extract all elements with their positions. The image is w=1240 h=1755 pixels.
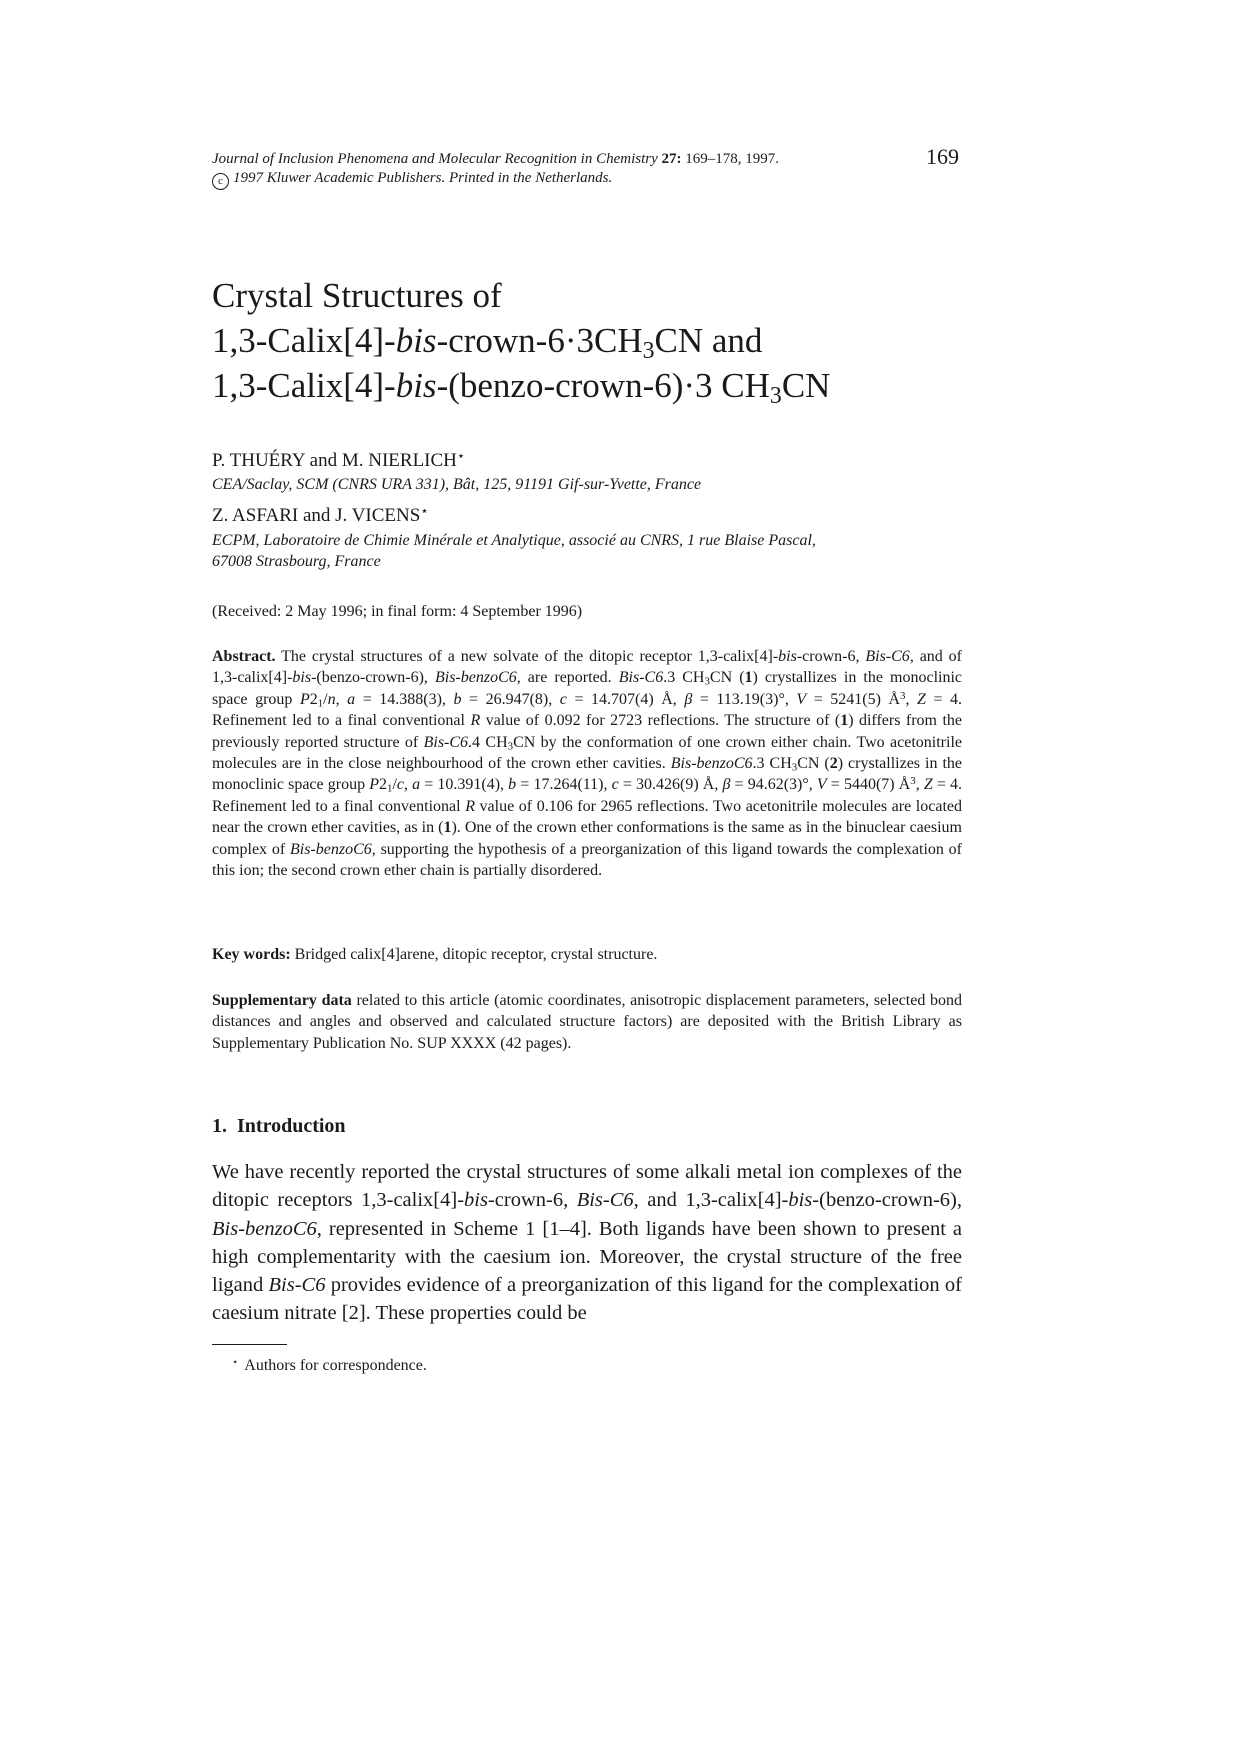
abstract-text-run: Bis-benzoC6	[434, 669, 517, 687]
abstract-text-run: = 17.264(11),	[516, 776, 612, 794]
section-heading	[212, 1115, 346, 1138]
abstract-text-run: = 4. Refinement led to a final conventional	[212, 776, 963, 815]
intro-text-run: bis	[788, 1189, 813, 1212]
abstract-text-run: = 14.388(3),	[355, 690, 454, 708]
abstract-text-run: CN (	[709, 669, 745, 687]
title-line-3: 1,3-Calix[4]-bis-(benzo-crown-6)·3 $CH_3CN$	[212, 366, 831, 409]
abstract-text-run: 3	[507, 740, 514, 753]
abstract-text-run: 3	[910, 775, 916, 788]
abstract-text-run: c	[396, 776, 404, 794]
section-title: Introduction	[237, 1115, 346, 1137]
abstract-text-run: R	[470, 712, 481, 730]
abstract-text-run: 1	[443, 819, 452, 837]
abstract-text-run: 3	[900, 689, 906, 702]
abstract-text-run: = 5440(7) Å	[826, 776, 911, 794]
abstract-text-run: CN (	[797, 755, 830, 773]
author-group-2	[212, 505, 428, 527]
abstract-text-run: .3 CH	[663, 669, 705, 687]
abstract-text-run: V	[816, 776, 827, 794]
abstract-text-run: 3	[791, 761, 798, 774]
abstract-text-run: ) differs from the previously reported structure of	[212, 712, 963, 751]
intro-text-run: , represented in Scheme 1 [1–4]. Both ligands have been shown to present a high complementarity with the caesium ion. Moreover, the crystal structure of the free ligand	[212, 1217, 962, 1297]
introduction-paragraph	[212, 1158, 962, 1328]
journal-header	[212, 150, 779, 190]
abstract-text-run: 3	[704, 676, 710, 689]
footnote-rule	[212, 1344, 287, 1345]
abstract-text-run: 1	[744, 669, 753, 687]
keywords	[212, 946, 657, 964]
abstract-text-run: R	[465, 797, 475, 815]
abstract-text-run: b	[508, 776, 517, 794]
abstract-text-run: value of 0.106 for 2965 reflections. Two acetonitrile molecules are located near the crown ether cavities, as in (	[212, 797, 962, 837]
abstract-text-run: c	[559, 690, 567, 708]
abstract-text-run: = 10.391(4),	[420, 776, 509, 794]
abstract-text-run: n	[327, 690, 336, 708]
abstract-text-run: .3 CH	[752, 755, 792, 773]
author-names: Z. ASFARI and J. VICENS	[212, 505, 421, 526]
abstract-text-run: c	[611, 776, 619, 794]
journal-pages-year: 169–178, 1997.	[685, 151, 780, 167]
abstract-text-run: = 26.947(8),	[461, 690, 560, 708]
abstract-text-run: /	[323, 690, 328, 708]
abstract-text-run: ) crystallizes in the monoclinic space group	[212, 669, 963, 708]
abstract-text-run: a	[347, 690, 356, 708]
intro-text-run: Bis-C6	[268, 1274, 326, 1297]
abstract-text-run: ,	[915, 776, 924, 794]
supplementary-data	[212, 990, 962, 1054]
abstract-text-run: 2	[829, 755, 838, 773]
abstract-text-run: = 14.707(4) Å,	[566, 690, 685, 708]
abstract-text-run: bis	[292, 669, 312, 687]
abstract-text-run: β	[722, 776, 731, 794]
abstract-text-run: Bis-C6	[423, 733, 469, 751]
copyright-icon: c	[212, 173, 229, 190]
abstract-text-run: The crystal structures of a new solvate of the ditopic receptor 1,3-calix[4]-	[281, 648, 779, 665]
author-names: P. THUÉRY and M. NIERLICH	[212, 450, 457, 471]
abstract-text-run: ,	[335, 690, 348, 708]
abstract-text-run: -crown-6,	[796, 648, 866, 665]
intro-text-run: provides evidence of a preorganization of this ligand for the complexation of caesium nitrate [2]. These properties could be	[212, 1274, 962, 1325]
abstract-text-run: = 113.19(3)°,	[692, 690, 797, 708]
abstract-text-run: = 5241(5) Å	[806, 690, 901, 708]
abstract-text-run: Bis-C6	[618, 669, 664, 687]
footnote	[232, 1357, 427, 1375]
abstract-text-run: -(benzo-crown-6),	[311, 669, 435, 687]
abstract-text-run: .4 CH	[468, 733, 508, 751]
section-number: 1.	[212, 1115, 227, 1137]
abstract-text-run: = 30.426(9) Å,	[618, 776, 723, 794]
abstract-text-run: ). One of the crown ether conformations is the same as in the binuclear caesium complex of	[212, 819, 962, 858]
correspondence-mark: ⋆	[420, 503, 429, 519]
abstract-text-run: value of 0.092 for 2723 reflections. The structure of (	[480, 712, 841, 730]
journal-volume: 27:	[661, 151, 682, 167]
affiliation-2: ECPM, Laboratoire de Chimie Minérale et Analytique, associé au CNRS, 1 rue Blaise Pascal, 67008 Strasbourg, France	[212, 532, 816, 570]
abstract-text-run: , and of 1,3-calix[4]-	[212, 648, 963, 687]
page-number: 169	[926, 144, 959, 169]
intro-text-run: -(benzo-crown-6),	[812, 1189, 962, 1212]
abstract-text-run: 1	[840, 712, 849, 730]
abstract-text-run: bis	[778, 648, 797, 665]
received-dates: (Received: 2 May 1996; in final form: 4 September 1996)	[212, 603, 583, 620]
affiliation-1: CEA/Saclay, SCM (CNRS URA 331), Bât, 125, 91191 Gif-sur-Yvette, France	[212, 476, 702, 493]
intro-text-run: Bis-benzoC6	[212, 1217, 317, 1240]
journal-name: Journal of Inclusion Phenomena and Molecular Recognition in Chemistry	[212, 151, 658, 167]
abstract-text-run: Bis-C6	[865, 648, 910, 665]
abstract-text-run: , supporting the hypothesis of a preorganization of this ligand towards the complexation of this ion; the second crown ether chain is partially disordered.	[212, 840, 963, 880]
footnote-mark: ⋆	[232, 1357, 239, 1368]
abstract-text-run: = 94.62(3)°,	[730, 776, 817, 794]
abstract	[212, 646, 962, 881]
abstract-text-run: b	[453, 690, 462, 708]
abstract-text-run: P	[369, 776, 379, 794]
abstract-text-run: 2	[379, 776, 387, 794]
title-line-2: $1,3-Calix[4]-bis-crown-6\cdot 3CH_3CN$ and	[212, 321, 763, 364]
abstract-label: Abstract.	[212, 648, 276, 665]
author-group-1	[212, 450, 465, 472]
keywords-label: Key words:	[212, 946, 291, 963]
correspondence-mark: ⋆	[456, 448, 465, 464]
intro-text-run: , and 1,3-calix[4]-	[633, 1189, 789, 1212]
footnote-text: Authors for correspondence.	[244, 1357, 427, 1374]
abstract-body	[212, 648, 962, 879]
title-line-1: Crystal Structures of	[212, 276, 502, 315]
abstract-text-run: 1	[317, 697, 324, 710]
abstract-text-run: Bis-benzoC6	[290, 840, 372, 858]
abstract-text-run: 1	[387, 783, 393, 796]
abstract-text-run: Z	[923, 776, 933, 794]
abstract-text-run: β	[684, 690, 693, 708]
abstract-text-run: , are reported.	[516, 669, 619, 687]
abstract-text-run: ,	[905, 690, 918, 708]
abstract-text-run: V	[796, 690, 807, 708]
copyright-line	[212, 169, 779, 190]
abstract-text-run: Z	[917, 690, 926, 708]
abstract-text-run: a	[412, 776, 421, 794]
abstract-text-run: /	[392, 776, 397, 794]
abstract-text-run: P	[299, 690, 310, 708]
abstract-text-run: 2	[309, 690, 318, 708]
article-title	[212, 273, 830, 408]
supplementary-text: related to this article (atomic coordinates, anisotropic displacement parameters, selected bond distances and angles and observed and calculated structure factors) are deposited with the British Library as Supplementary Publication No. SUP XXXX (42 pages).	[212, 992, 963, 1052]
abstract-text-run: = 4. Refinement led to a final conventional	[212, 690, 963, 730]
abstract-text-run: ) crystallizes in the monoclinic space group	[212, 755, 962, 794]
supplementary-label: Supplementary data	[212, 992, 352, 1009]
intro-text-run: We have recently reported the crystal structures of some alkali metal ion complexes of the ditopic receptors 1,3-calix[4]-	[212, 1161, 962, 1212]
intro-text-run: -crown-6,	[487, 1189, 577, 1212]
abstract-text-run: CN by the conformation of one crown either chain. Two acetonitrile molecules are in the close neighbourhood of the crown ether cavities.	[212, 733, 962, 773]
journal-citation-line	[212, 150, 779, 169]
copyright-text: 1997 Kluwer Academic Publishers. Printed in the Netherlands.	[233, 170, 613, 186]
abstract-text-run: Bis-benzoC6	[670, 755, 753, 773]
keywords-text: Bridged calix[4]arene, ditopic receptor, crystal structure.	[294, 946, 658, 963]
intro-text-run: Bis-C6	[576, 1189, 634, 1212]
abstract-text-run: ,	[404, 776, 413, 794]
intro-text-run: bis	[464, 1189, 488, 1212]
